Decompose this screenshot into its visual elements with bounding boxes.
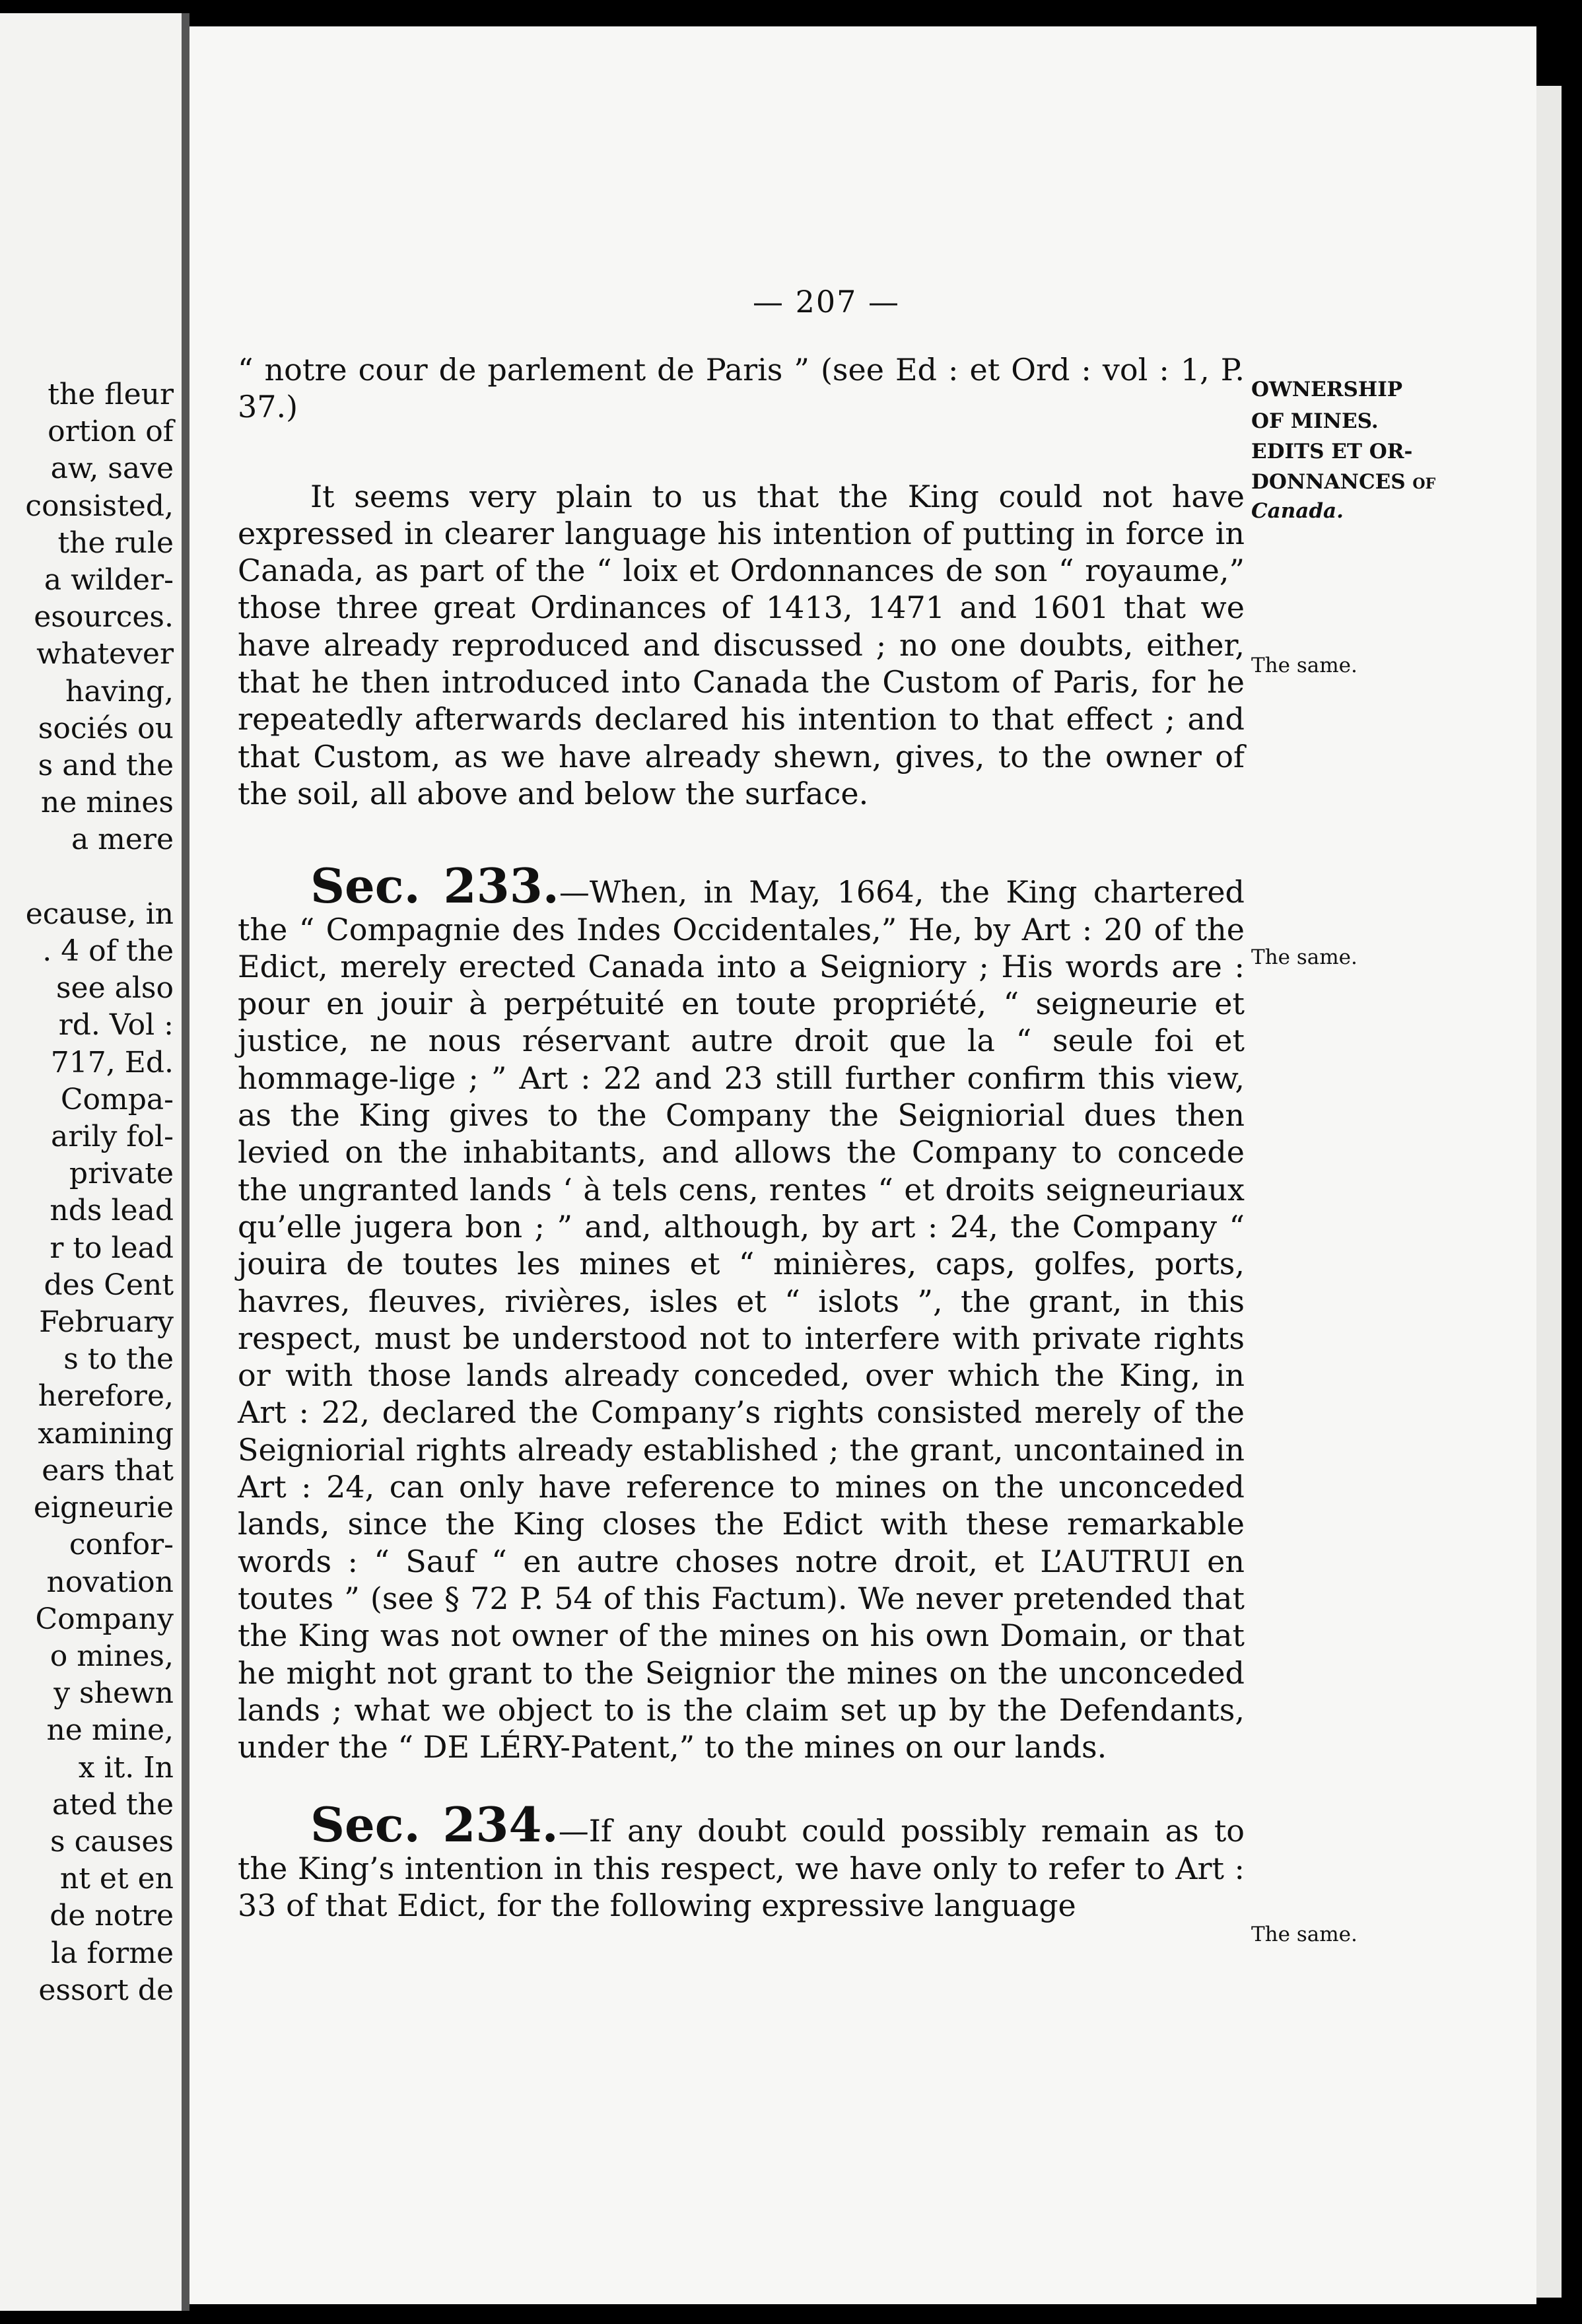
left-page-line: see also [55, 971, 174, 1006]
left-page-line: xamining [38, 1416, 174, 1451]
left-page-line: a mere [71, 823, 174, 857]
left-page-line: nds lead [50, 1194, 174, 1228]
left-page-line: 717, Ed. [50, 1045, 174, 1079]
margin-note-ownership-1: OWNERSHIP [1251, 378, 1403, 401]
margin-note-same-3: The same. [1251, 1923, 1358, 1946]
left-page-line: esources. [34, 600, 174, 634]
section-234-text: —If any doubt could possibly remain as to the King’s intention in this respect, we have only to refer to Art : 33 of that Edict, for the following expressive language [238, 1813, 1245, 1923]
section-233 [238, 858, 1245, 1765]
page-number: — 207 — [753, 284, 901, 320]
left-page-line: ne mine, [46, 1713, 174, 1748]
left-page-fragment [0, 13, 182, 2311]
left-page-line: . 4 of the [42, 934, 174, 969]
section-234 [238, 1796, 1245, 1924]
left-page-line: the rule [57, 526, 174, 560]
left-page-line: novation [46, 1565, 174, 1599]
left-page-line: a wilder- [44, 563, 174, 598]
left-page-line: des Cent [44, 1268, 174, 1302]
left-page-line: Company [35, 1602, 174, 1636]
left-page-line: essort de [38, 1973, 174, 2007]
left-page-line: eigneurie [33, 1491, 174, 1525]
margin-note-same-1: The same. [1251, 654, 1358, 677]
left-page-line: ortion of [48, 415, 174, 449]
left-page-line: ated the [52, 1787, 174, 1822]
section-233-text: —When, in May, 1664, the King chartered the “ Compagnie des Indes Occidentales,” He, by Art : 20 of the Edict, merely erected Canada into a Seigniory ; His words are : pour en jouir à perpétuité en toute propriété, “ seigneurie et justice, ne nous réservant autre droit que la “ seule foi et hommage-lige ; ” Art : 22 and 23 still further confirm this view, as the King gives to the Company the Seigniorial dues then levied on the inhabitants, and allows the Company to concede the ungranted lands ‘ à tels cens, rentes “ et droits seigneuriaux qu’elle jugera bon ; ” and, although, by art : 24, the Company “ jouira de toutes les mines et “ minières, caps, golfes, ports, havres, fleuves, rivières, isles et “ islots ”, the grant, in this respect, must be understood not to interfere with private rights or with those lands already conceded, over which the King, in Art : 22, declared the Company’s rights consisted merely of the Seigniorial rights already established ; the grant, uncontained in Art : 24, can only have reference to mines on the unconceded lands, since the King closes the Edict with these remarkable words : “ Sauf “ en autre choses notre droit, et L’AUTRUI en toutes ” (see § 72 P. 54 of this Factum). We never pretended that the King was not owner of the mines on his own Domain, or that he might not grant to the Seignior the mines on the unconceded lands ; what we object to is the claim set up by the Defendants, under the “ DE LÉRY-Patent,” to the mines on our lands. [238, 874, 1245, 1765]
page-edge [1536, 86, 1562, 2298]
left-page-line: ne mines [40, 786, 174, 820]
left-page-line: ears that [42, 1453, 174, 1487]
left-page-line: confor- [69, 1528, 174, 1562]
left-page-line: the fleur [48, 378, 174, 411]
left-page-line: r to lead [50, 1231, 174, 1265]
left-page-line: rd. Vol : [58, 1008, 174, 1042]
left-page-line: having, [65, 674, 174, 708]
body-text [238, 351, 1245, 1924]
margin-note-ownership-2: OF MINES. [1251, 409, 1379, 433]
left-page-line: arily fol- [51, 1120, 174, 1154]
margin-note-ownership-5: Canada. [1251, 499, 1344, 523]
left-page-line [2, 859, 174, 896]
margin-note-same-2: The same. [1251, 945, 1358, 969]
section-234-heading: Sec. 234. [310, 1796, 559, 1853]
left-page-line: s to the [63, 1342, 174, 1377]
left-page-line: ecause, in [25, 897, 174, 931]
left-page-line: o mines, [50, 1639, 174, 1673]
left-page-line: private [69, 1157, 174, 1191]
left-page-line: la forme [51, 1936, 174, 1970]
left-page-line: February [39, 1305, 174, 1340]
left-page-line: s causes [50, 1824, 174, 1859]
left-page-lines [2, 376, 174, 2009]
book-gutter [182, 13, 189, 2311]
margin-note-ownership-4: DONNANCES of [1251, 470, 1436, 494]
left-page-line: x it. In [78, 1750, 174, 1785]
paragraph-continuation: “ notre cour de parlement de Paris ” (see Ed : et Ord : vol : 1, P. 37.) [238, 352, 1245, 425]
left-page-line: Compa- [60, 1082, 174, 1116]
left-page-line: whatever [36, 637, 174, 671]
left-page-line: de notre [50, 1899, 174, 1933]
margin-note-ownership-3: EDITS ET OR- [1251, 440, 1413, 463]
left-page-line: nt et en [59, 1862, 174, 1896]
left-page-line: herefore, [38, 1379, 174, 1414]
left-page-line: consisted, [25, 489, 174, 523]
left-page-line: sociés ou [38, 711, 174, 745]
left-page-line: y shewn [53, 1676, 174, 1711]
left-page-line: s and the [38, 749, 174, 783]
left-page-line: aw, save [50, 452, 174, 486]
paragraph-plain-intention: It seems very plain to us that the King could not have expressed in clearer language his intention of putting in force in Canada, as part of the “ loix et Ordonnances de son “ royaume,” those three great Ordinances of 1413, 1471 and 1601 that we have already reproduced and discussed ; no one doubts, either, that he then introduced into Canada the Custom of Paris, for he repeatedly afterwards declared his intention to that effect ; and that Custom, as we have already shewn, gives, to the owner of the soil, all above and below the surface. [238, 478, 1245, 811]
section-233-heading: Sec. 233. [310, 858, 559, 914]
